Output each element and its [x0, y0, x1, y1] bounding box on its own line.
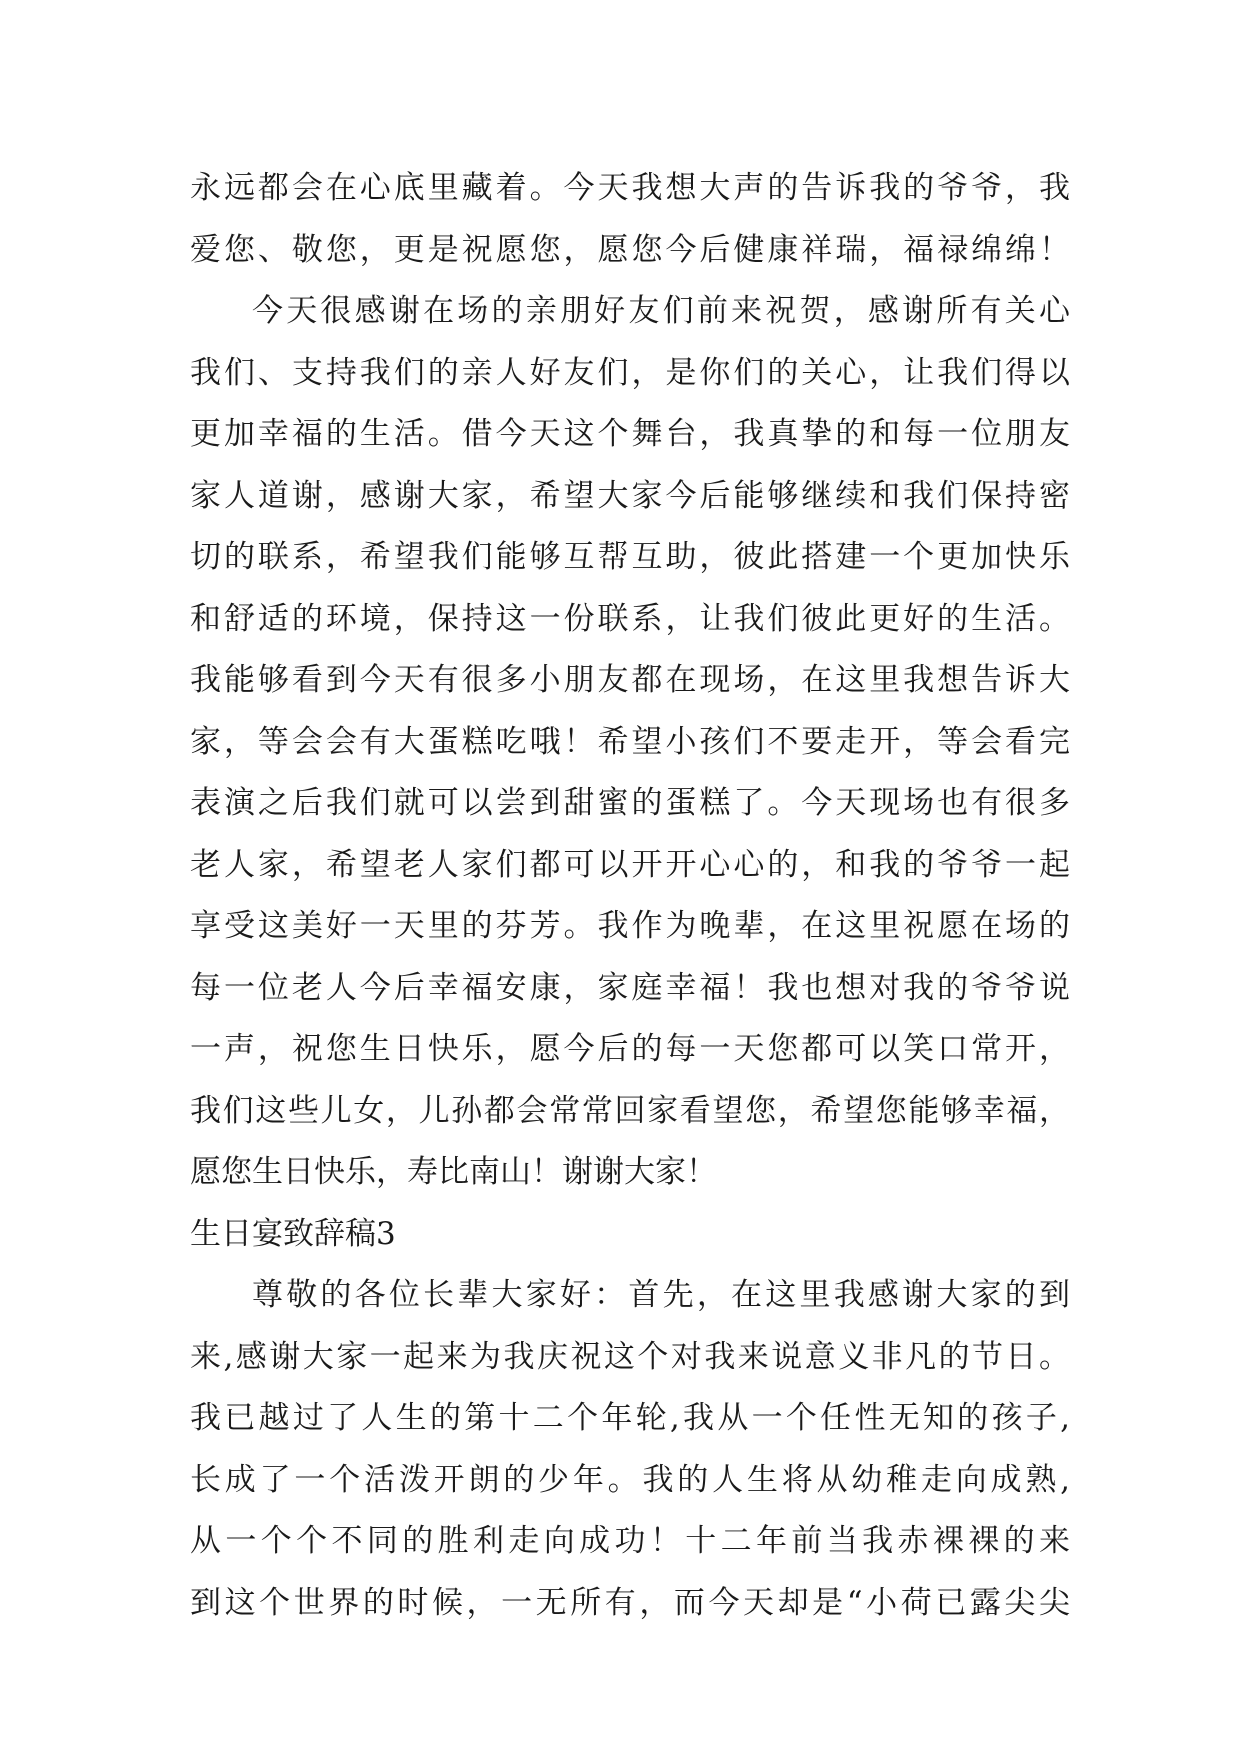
text-line: 我们、支持我们的亲人好友们，是你们的关心，让我们得以: [190, 354, 1070, 391]
text-line: 家人道谢，感谢大家，希望大家今后能够继续和我们保持密: [190, 477, 1070, 514]
text-line: 我已越过了人生的第十二个年轮,我从一个任性无知的孩子,: [190, 1400, 1070, 1436]
text-line: 表演之后我们就可以尝到甜蜜的蛋糕了。今天现场也有很多: [190, 785, 1070, 821]
paragraph-last-line: 愿您生日快乐，寿比南山！谢谢大家！: [190, 1154, 717, 1190]
document-body: [190, 158, 1070, 1634]
text-line: 更加幸福的生活。借今天这个舞台，我真挚的和每一位朋友: [190, 416, 1070, 452]
text-line: 家，等会会有大蛋糕吃哦！希望小孩们不要走开，等会看完: [190, 723, 1070, 760]
text-line: 切的联系，希望我们能够互帮互助，彼此搭建一个更加快乐: [190, 539, 1070, 575]
text-line: 每一位老人今后幸福安康，家庭幸福！我也想对我的爷爷说: [190, 969, 1070, 1006]
paragraph-first-line: 尊敬的各位长辈大家好：首先，在这里我感谢大家的到: [252, 1277, 1070, 1313]
section-heading: 生日宴致辞稿3: [190, 1215, 396, 1252]
paragraph-first-line: 今天很感谢在场的亲朋好友们前来祝贺，感谢所有关心: [252, 293, 1070, 329]
text-line: 从一个个不同的胜利走向成功！十二年前当我赤裸裸的来: [190, 1523, 1070, 1559]
text-line: 永远都会在心底里藏着。今天我想大声的告诉我的爷爷，我: [190, 170, 1070, 206]
text-line: 来,感谢大家一起来为我庆祝这个对我来说意义非凡的节日。: [190, 1338, 1070, 1375]
text-line: 一声，祝您生日快乐，愿今后的每一天您都可以笑口常开，: [190, 1031, 1070, 1067]
text-line: 长成了一个活泼开朗的少年。我的人生将从幼稚走向成熟,: [190, 1461, 1070, 1498]
text-line: 和舒适的环境，保持这一份联系，让我们彼此更好的生活。: [190, 600, 1070, 637]
text-line: 我们这些儿女，儿孙都会常常回家看望您，希望您能够幸福，: [190, 1092, 1070, 1129]
text-line: 老人家，希望老人家们都可以开开心心的，和我的爷爷一起: [190, 846, 1070, 883]
text-line: 到这个世界的时候，一无所有，而今天却是“小荷已露尖尖: [190, 1584, 1070, 1621]
text-line: 我能够看到今天有很多小朋友都在现场，在这里我想告诉大: [190, 662, 1070, 698]
text-line: 爱您、敬您，更是祝愿您，愿您今后健康祥瑞，福禄绵绵！: [190, 231, 1070, 268]
text-line: 享受这美好一天里的芬芳。我作为晚辈，在这里祝愿在场的: [190, 908, 1070, 944]
